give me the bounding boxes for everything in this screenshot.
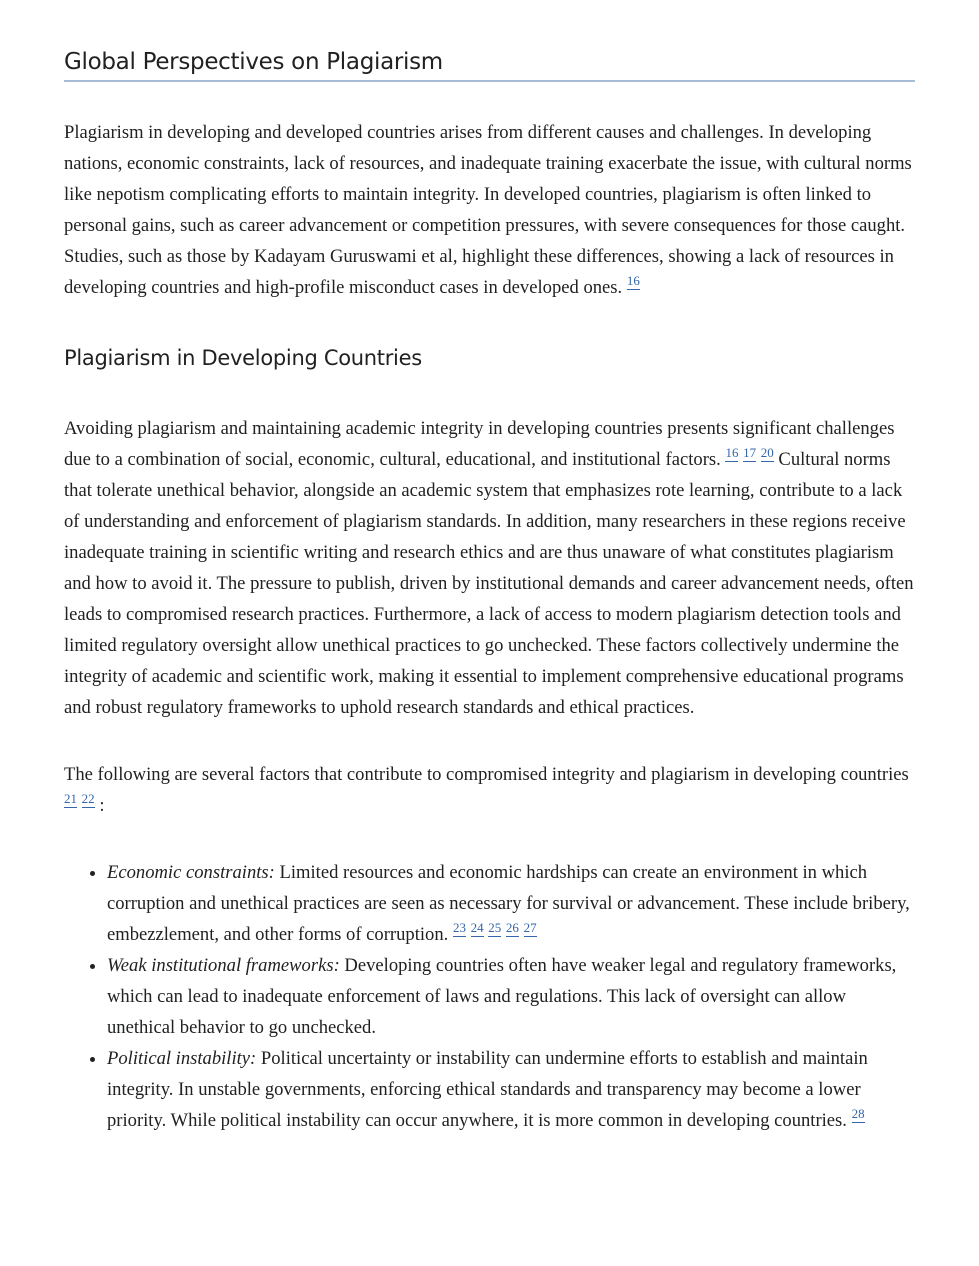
intro-paragraph [64, 117, 915, 303]
factor-economic-constraints [107, 857, 915, 950]
factor-weak-institutional-frameworks [107, 950, 915, 1043]
citation-link-20[interactable]: 20 [760, 445, 774, 460]
colon: : [99, 795, 105, 816]
citation-link-28[interactable]: 28 [851, 1106, 865, 1121]
citation-link-24[interactable]: 24 [470, 920, 484, 935]
citation-link-17[interactable]: 17 [743, 445, 757, 460]
citation-link-16[interactable]: 16 [725, 445, 739, 460]
developing-countries-paragraph [64, 413, 915, 723]
citation-link-22[interactable]: 22 [81, 791, 95, 806]
factor-text: Political uncertainty or instability can undermine efforts to establish and maintain integrity. In unstable governments, enforcing ethical standards and transparency may become a lower priority. While political instability can occur anywhere, it is more common in developing countries. [107, 1048, 868, 1131]
paragraph-text-rest: Cultural norms that tolerate unethical behavior, alongside an academic system that emphasizes rote learning, contribute to a lack of understanding and enforcement of plagiarism standards. In addition, many researchers in these regions receive inadequate training in scientific writing and research ethics and are thus unaware of what constitutes plagiarism and how to avoid it. The pressure to publish, driven by institutional demands and career advancement needs, often leads to compromised research practices. Furthermore, a lack of access to modern plagiarism detection tools and limited regulatory oversight allow unethical practices to go unchecked. These factors collectively undermine the integrity of academic and scientific work, making it essential to implement comprehensive educational programs and robust regulatory frameworks to uphold research standards and ethical practices. [64, 449, 914, 718]
factor-label: Weak institutional frameworks: [107, 955, 340, 976]
intro-text: Plagiarism in developing and developed countries arises from different causes and challenges. In developing nations, economic constraints, lack of resources, and inadequate training exacerbate the issue, with cultural norms like nepotism complicating efforts to maintain integrity. In developed countries, plagiarism is often linked to personal gains, such as career advancement or competition pressures, with severe consequences for those caught. Studies, such as those by Kadayam Guruswami et al, highlight these differences, showing a lack of resources in developing countries and high-profile misconduct cases in developed ones. [64, 122, 912, 298]
citation-link-21[interactable]: 21 [64, 791, 77, 806]
factor-label: Economic constraints: [107, 862, 275, 883]
citation-link-26[interactable]: 26 [505, 920, 519, 935]
citation-link-27[interactable]: 27 [523, 920, 537, 935]
citation-link-25[interactable]: 25 [488, 920, 502, 935]
subsection-heading: Plagiarism in Developing Countries [64, 346, 422, 370]
factor-text: Developing countries often have weaker legal and regulatory frameworks, which can lead to inadequate enforcement of laws and regulations. This lack of oversight can allow unethical behavior to go unchecked. [107, 955, 897, 1038]
factor-political-instability [107, 1043, 915, 1136]
factors-intro-paragraph [64, 759, 915, 821]
factor-text: Limited resources and economic hardships can create an environment in which corruption and unethical practices are seen as necessary for survival or advancement. These include bribery, embezzlement, and other forms of corruption. [107, 862, 910, 945]
paragraph-text-start: Avoiding plagiarism and maintaining academic integrity in developing countries presents significant challenges due to a combination of social, economic, cultural, educational, and institutional factors. [64, 418, 895, 470]
citation-link-23[interactable]: 23 [452, 920, 466, 935]
factors-intro-text: The following are several factors that contribute to compromised integrity and plagiarism in developing countries [64, 764, 909, 785]
factors-list [64, 857, 915, 1136]
citation-link-16[interactable]: 16 [626, 273, 640, 288]
factor-label: Political instability: [107, 1048, 257, 1069]
section-heading: Global Perspectives on Plagiarism [64, 0, 915, 82]
